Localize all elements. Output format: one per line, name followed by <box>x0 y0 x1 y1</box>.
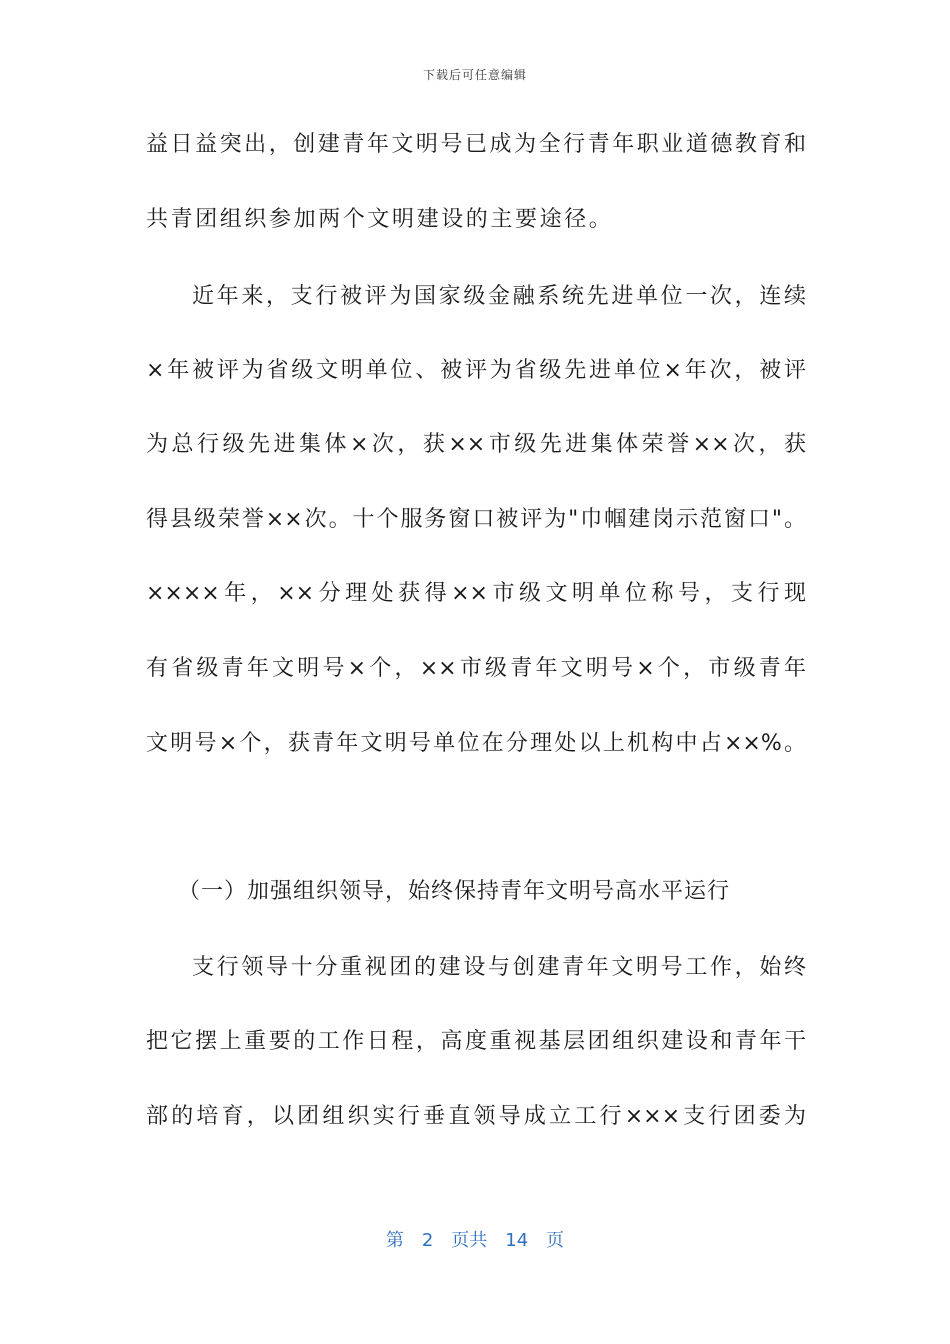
footer-prefix: 第 <box>385 1230 404 1251</box>
paragraph-line: ×年被评为省级文明单位、被评为省级先进单位×年次，被评 <box>146 358 806 383</box>
paragraph-line: 部的培育，以团组织实行垂直领导成立工行×××支行团委为 <box>146 1104 806 1129</box>
paragraph-line: 为总行级先进集体×次，获××市级先进集体荣誉××次，获 <box>146 432 806 457</box>
total-page-number: 14 <box>505 1230 529 1251</box>
current-page-number: 2 <box>421 1230 434 1251</box>
section-heading: （一）加强组织领导，始终保持青年文明号高水平运行 <box>178 879 731 904</box>
paragraph-line: 共青团组织参加两个文明建设的主要途径。 <box>146 207 614 232</box>
paragraph-line: 益日益突出，创建青年文明号已成为全行青年职业道德教育和 <box>146 132 806 157</box>
paragraph-line: ××××年，××分理处获得××市级文明单位称号，支行现 <box>146 581 806 606</box>
paragraph-line: 得县级荣誉××次。十个服务窗口被评为"巾帼建岗示范窗口"。 <box>146 507 806 532</box>
footer-suffix: 页 <box>546 1230 565 1251</box>
page-footer <box>0 1226 950 1252</box>
header-note: 下载后可任意编辑 <box>422 68 527 82</box>
paragraph-line: 把它摆上重要的工作日程，高度重视基层团组织建设和青年干 <box>146 1029 806 1054</box>
paragraph-line: 文明号×个，获青年文明号单位在分理处以上机构中占××%。 <box>146 731 806 756</box>
paragraph-line: 支行领导十分重视团的建设与创建青年文明号工作，始终 <box>192 955 806 980</box>
paragraph-line: 近年来，支行被评为国家级金融系统先进单位一次，连续 <box>192 284 806 309</box>
footer-middle: 页共 <box>451 1230 488 1251</box>
paragraph-line: 有省级青年文明号×个，××市级青年文明号×个，市级青年 <box>146 656 806 681</box>
